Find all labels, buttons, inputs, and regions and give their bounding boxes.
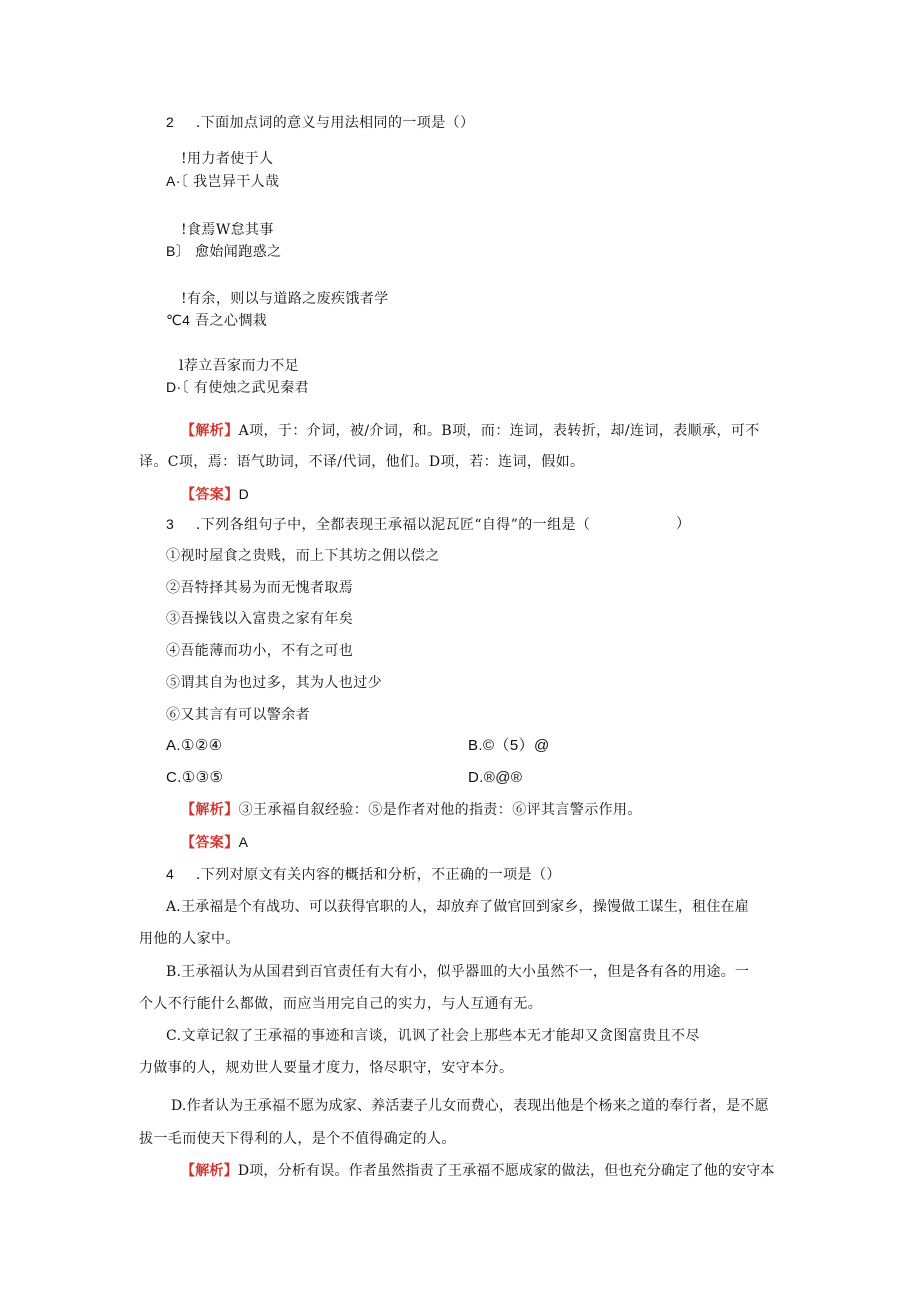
q3-item-4: ④吾能薄而功小，不有之可也 (166, 643, 354, 659)
q4-analysis-text: D项，分析有误。作者虽然指责了王承福不愿成家的做法，但也充分确定了他的安守本 (237, 1163, 775, 1179)
q2-option-a-line2: 我岂异干人哉 (193, 174, 280, 190)
q3-answer-value: A (238, 834, 249, 850)
q2-answer-tag: 【答案】 (181, 487, 239, 503)
q2-option-a (166, 171, 279, 192)
q3-item-3: ③吾操钱以入富贵之家有年矣 (166, 611, 354, 627)
q3-item-1: ①视时屋食之贵贱，而上下其坊之佣以偿之 (166, 548, 440, 564)
q2-option-c-line1: !有余，则以与道路之废疾饿者学 (181, 291, 389, 307)
q2-answer (181, 484, 249, 505)
q3-choice-c: C.①③⑤ (166, 769, 224, 786)
q2-option-b-label: B〕 (166, 243, 191, 259)
q2-option-d-label: D·〔 (166, 379, 189, 395)
q2-analysis-line1: A项，于：介词，被/介词，和。B项，而：连词，表转折，却/连词，表顺承，可不 (238, 423, 760, 439)
q4-analysis (181, 1161, 775, 1181)
q2-option-b (166, 241, 281, 262)
q3-stem: .下列各组句子中，全都表现王承福以泥瓦匠“自得”的一组是（ (195, 517, 591, 533)
q3-item-5: ⑤谓其自为也过多，其为人也过少 (166, 675, 382, 691)
q4-option-b-line1: B.王承福认为从国君到百官责任有大有小，似乎器皿的大小虽然不一，但是各有各的用途。一 (166, 964, 750, 980)
q2-option-b-line1: !食焉W怠其事 (181, 222, 274, 238)
q3-number: 3 (166, 516, 175, 532)
q4-option-d-line1: D.作者认为王承福不愿为成家、养活妻子儿女而费心，表现出他是个杨来之道的奉行者，是不愿 (171, 1098, 769, 1114)
q3-item-6: ⑥又其言有可以警余者 (166, 707, 310, 723)
q2-option-c-line2: 吾之心惆栽 (195, 313, 268, 329)
q4-option-c-line1: C.文章记叙了王承福的事迹和言谈，讥讽了社会上那些本无才能却又贪图富贵且不尽 (166, 1028, 700, 1044)
q3-choice-d: D.®@® (468, 769, 523, 786)
q4-option-c-line2: 力做事的人，规劝世人要量才度力，恪尽职守，安守本分。 (139, 1060, 514, 1076)
q3-analysis-tag: 【解析】 (181, 802, 239, 818)
q4-header (166, 864, 561, 885)
q3-answer-tag: 【答案】 (181, 835, 239, 851)
q4-number: 4 (166, 866, 175, 882)
q4-option-d-line2: 拔一毛而使天下得利的人，是个不值得确定的人。 (139, 1131, 456, 1147)
q2-analysis (181, 421, 760, 441)
q3-header (166, 514, 590, 535)
q4-stem: .下列对原文有关内容的概括和分析，不正确的一项是（） (195, 867, 561, 883)
q3-choice-b: B.©（5）@ (468, 737, 550, 754)
q2-analysis-line2: 译。C项，焉：语气助词，不译/代词，他们。D项，若：连词，假如。 (139, 454, 585, 470)
q2-option-b-line2: 愈始闻跑惑之 (195, 244, 282, 260)
q4-option-b-line2: 个人不行能什么都做，而应当用完自己的实力，与人互通有无。 (139, 996, 543, 1012)
q2-stem: .下面加点词的意义与用法相同的一项是（） (195, 115, 475, 131)
q2-option-c-label: ℃4 (166, 312, 191, 328)
q2-option-d-line2: 有使烛之武见秦君 (193, 380, 310, 396)
q4-option-a-line2: 用他的人家中。 (139, 931, 240, 947)
q2-option-a-label: A·〔 (166, 173, 189, 189)
q4-analysis-tag: 【解析】 (181, 1163, 238, 1179)
q2-option-d (166, 377, 309, 398)
q3-answer (181, 832, 248, 853)
q2-option-c (166, 310, 267, 331)
q2-header (166, 112, 474, 133)
q4-option-a-line1: A.王承福是个有战功、可以获得官职的人，却放弃了做官回到家乡，操馒做工谋生，租住在雇 (166, 899, 749, 915)
q3-analysis-text: ③王承福自叙经验：⑤是作者对他的指责：⑥评其言警示作用。 (238, 802, 642, 818)
q2-option-d-line1: l荐立吾家而力不足 (179, 358, 300, 374)
q2-answer-value: D (238, 486, 250, 502)
q2-number: 2 (166, 114, 175, 130)
q3-choice-a: A.①②④ (166, 737, 223, 754)
q3-item-2: ②吾特择其易为而无愧者取焉 (166, 580, 354, 596)
q2-analysis-tag: 【解析】 (181, 423, 239, 439)
q3-stem-end: ） (676, 516, 691, 532)
q3-analysis (181, 800, 642, 820)
q2-option-a-line1: !用力者使于人 (181, 151, 274, 167)
